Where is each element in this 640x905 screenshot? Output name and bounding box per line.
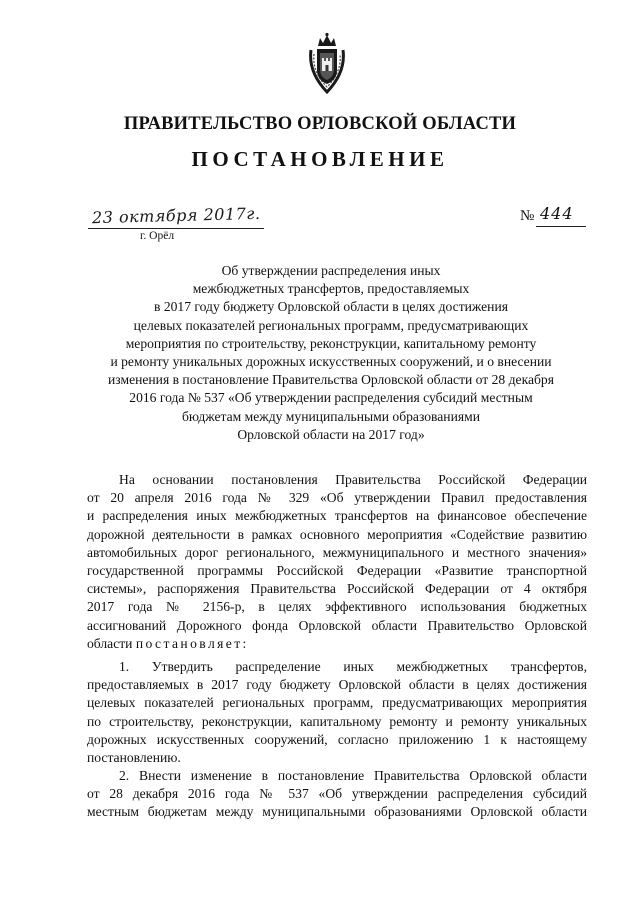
document-subject xyxy=(96,262,566,444)
subject-line: изменения в постановление Правительства Орловской области от 28 декабря xyxy=(108,372,554,388)
number-label: № xyxy=(520,208,535,224)
text-line: государственной программы Российской Федерации «Развитие транспортной xyxy=(87,562,587,578)
subject-line: целевых показателей региональных программ, предусматривающих xyxy=(133,317,529,333)
subject-line: Об утверждении распределения иных xyxy=(221,263,441,278)
text-line: предоставляемых в 2017 году бюджету Орловской области в целях достижения xyxy=(87,677,587,693)
text-line: На основании постановления Правительства Российской Федерации xyxy=(119,472,587,487)
text-line: 2. Внести изменение в постановление Правительства Орловской области xyxy=(119,768,587,783)
subject-line: в 2017 году бюджету Орловской области в целях достижения xyxy=(154,299,508,315)
subject-line: межбюджетных трансфертов, предоставляемых xyxy=(192,281,470,297)
text-line: автомобильных дорог регионального, межмуниципального и местного значения» xyxy=(87,544,587,560)
coat-of-arms-icon xyxy=(306,32,348,94)
text-line: дорожной деятельности в рамках основного мероприятия «Содействие развитию xyxy=(87,526,587,542)
text-line: дорожных искусственных сооружений, согласно приложению 1 к настоящему xyxy=(87,731,587,747)
clause-1 xyxy=(87,658,587,767)
text-line: местным бюджетам между муниципальными образованиями Орловской области xyxy=(87,804,587,820)
resolves-word: постановляет: xyxy=(135,635,249,651)
document-date: 23 октября 2017г. xyxy=(91,203,261,228)
text-line: системы», распоряжения Правительства Российской Федерации от 4 октября xyxy=(87,581,587,597)
date-underline xyxy=(88,228,264,229)
subject-line: бюджетам между муниципальными образованиями xyxy=(181,408,480,424)
preamble-paragraph xyxy=(87,471,587,653)
document-city: г. Орёл xyxy=(140,230,175,242)
subject-line: Орловской области на 2017 год» xyxy=(237,426,425,442)
text-line: по строительству, реконструкции, капитальному ремонту и ремонту уникальных xyxy=(87,713,587,729)
number-underline xyxy=(536,226,586,227)
clause-2 xyxy=(87,767,587,822)
subject-line: 2016 года № 537 «Об утверждении распределения субсидий местным xyxy=(129,390,533,406)
document-type: ПОСТАНОВЛЕНИЕ xyxy=(191,147,449,171)
subject-line: мероприятия по строительству, реконструкции, капитальному ремонту xyxy=(125,335,537,351)
text-line: ассигнований Дорожного фонда Орловской области Правительство Орловской xyxy=(87,617,587,633)
text-fragment: области xyxy=(87,635,136,651)
document-number: 444 xyxy=(540,204,574,223)
text-line xyxy=(87,635,587,653)
text-line: 2017 года № 2156-р, в целях эффективного использования бюджетных xyxy=(87,599,587,615)
text-line: от 28 декабря 2016 года № 537 «Об утверждении распределения субсидий xyxy=(87,786,587,802)
text-line: и распределения иных межбюджетных трансфертов на финансовое обеспечение xyxy=(87,508,587,524)
text-line: 1. Утвердить распределение иных межбюджетных трансфертов, xyxy=(119,659,587,674)
subject-line: и ремонту уникальных дорожных искусственных сооружений, и о внесении xyxy=(110,354,552,370)
government-title: ПРАВИТЕЛЬСТВО ОРЛОВСКОЙ ОБЛАСТИ xyxy=(123,114,517,134)
text-line: постановлению. xyxy=(87,749,181,765)
text-line: целевых показателей региональных программ, предусматривающих мероприятия xyxy=(87,695,587,711)
text-line: от 20 апреля 2016 года № 329 «Об утверждении Правил предоставления xyxy=(87,490,587,506)
